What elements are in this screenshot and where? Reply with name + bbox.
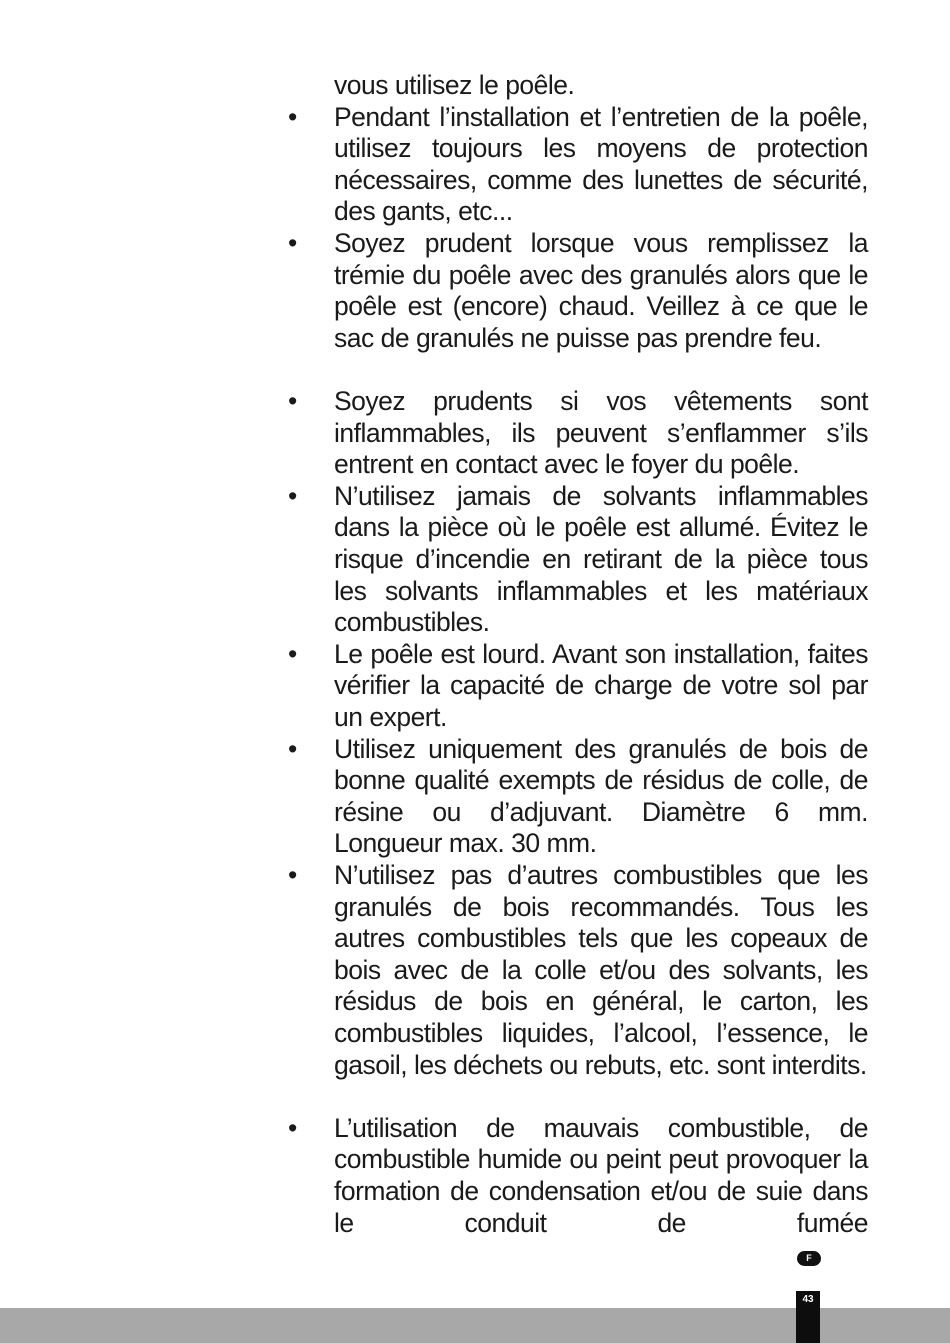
list-item: [288, 102, 868, 228]
list-item: [288, 481, 868, 639]
list-item: [288, 386, 868, 481]
bullet-marker: •: [288, 227, 297, 258]
bullet-marker: •: [288, 733, 297, 764]
bullet-marker: •: [288, 480, 297, 511]
bullet-marker: •: [288, 638, 297, 669]
list-item-text: L’utilisation de mauvais combustible, de combustible humide ou peint peut provoquer la formation de condensation et/ou de suie dans le conduit de fumée: [334, 1112, 868, 1238]
intro-continuation: vous utilisez le poêle.: [334, 70, 575, 100]
list-item: [288, 734, 868, 860]
list-item-text: Soyez prudent lorsque vous remplissez la trémie du poêle avec des granulés alors que le poêle est (encore) chaud. Veillez à ce que le sac de granulés ne puisse pas prendre feu.: [334, 227, 868, 353]
list-item-text: Utilisez uniquement des granulés de bois de bonne qualité exempts de résidus de colle, de résine ou d’adjuvant. Diamètre 6 mm. Longueur max. 30 mm.: [334, 733, 868, 859]
list-item-text: Pendant l’installation et l’entretien de la poêle, utilisez toujours les moyens de protection nécessaires, comme des lunettes de sécurité, des gants, etc...: [334, 101, 868, 227]
list-item: [288, 228, 868, 386]
list-item-text: N’utilisez jamais de solvants inflammables dans la pièce où le poêle est allumé. Évitez le risque d’incendie en retirant de la pièce tous les solvants inflammables et les matériaux combustibles.: [334, 480, 868, 638]
page-number: 43: [796, 1291, 820, 1343]
list-item: [288, 639, 868, 734]
list-item-text: N’utilisez pas d’autres combustibles que les granulés de bois recommandés. Tous les autres combustibles tels que les copeaux de bois avec de la colle et/ou des solvants, les résidus de bois en général, le carton, les combustibles liquides, l’alcool, l’essence, le gasoil, les déchets ou rebuts, etc. sont interdits.: [334, 859, 868, 1080]
bullet-marker: •: [288, 385, 297, 416]
bullet-marker: •: [288, 859, 297, 890]
language-badge: F: [797, 1251, 821, 1266]
bullet-marker: •: [288, 101, 297, 132]
document-body: [288, 70, 868, 1239]
bullet-marker: •: [288, 1112, 297, 1143]
list-item-text: Soyez prudents si vos vêtements sont inflammables, ils peuvent s’enflammer s’ils entrent en contact avec le foyer du poêle.: [334, 385, 868, 480]
list-item: [288, 860, 868, 1113]
list-item-text: Le poêle est lourd. Avant son installation, faites vérifier la capacité de charge de votre sol par un expert.: [334, 638, 868, 732]
list-item: [288, 1113, 868, 1239]
